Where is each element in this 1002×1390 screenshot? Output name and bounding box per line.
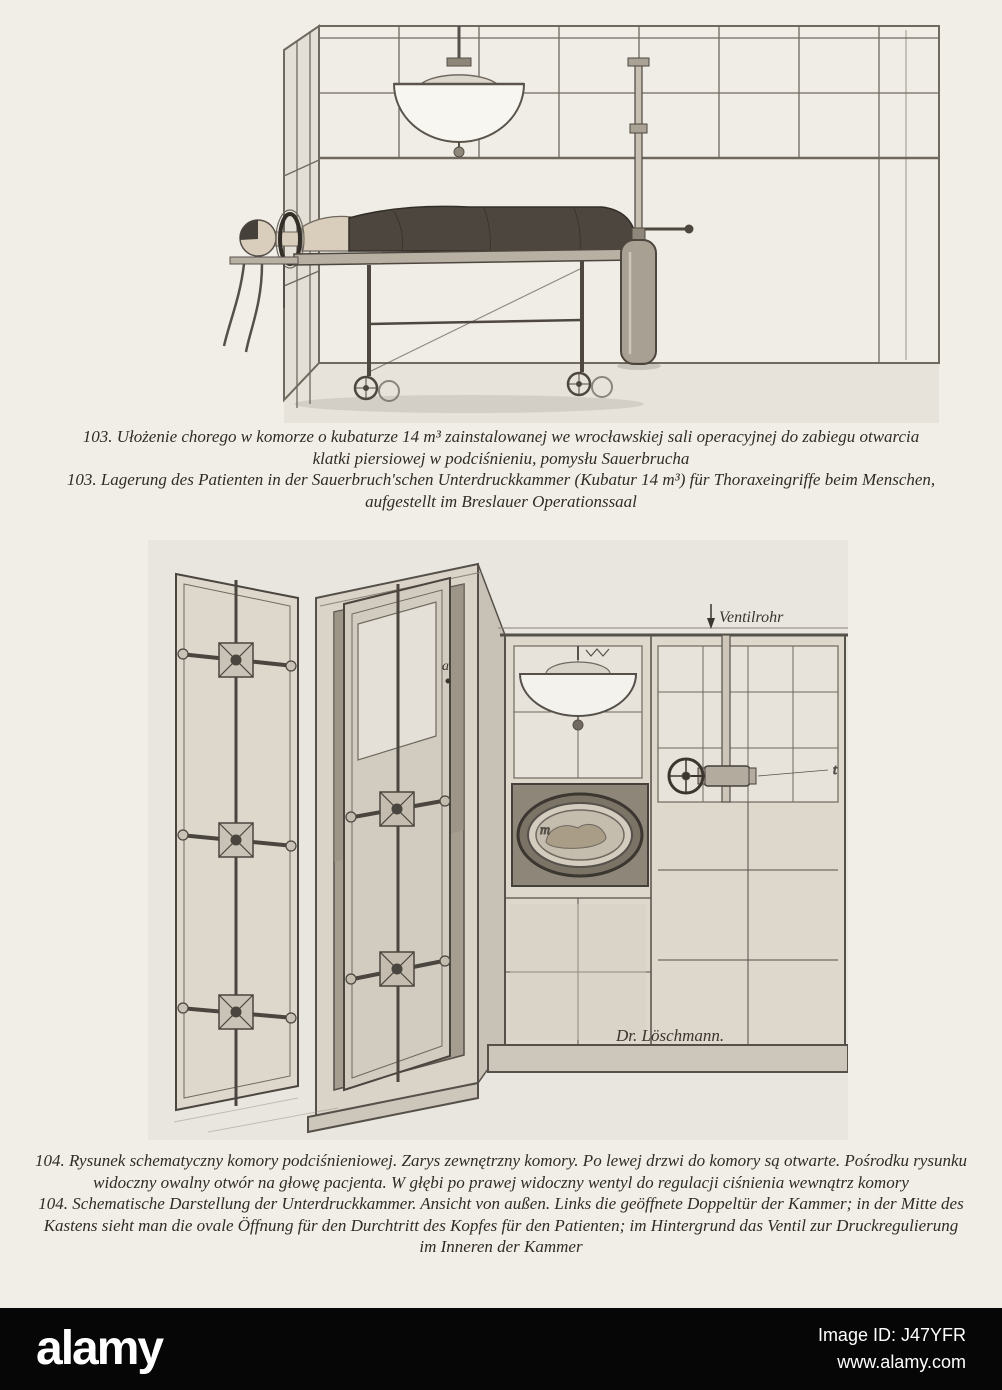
label-t: t — [833, 763, 837, 778]
alamy-url: www.alamy.com — [837, 1352, 966, 1372]
caption-line: im Inneren der Kammer — [419, 1237, 583, 1256]
figure-103-drawing — [182, 8, 956, 423]
artist-signature: Dr. Löschmann. — [616, 1026, 725, 1045]
figure-103-caption — [30, 426, 972, 512]
alamy-watermark-bar — [0, 1308, 1002, 1390]
figure-104-caption — [30, 1150, 972, 1258]
hose — [224, 264, 244, 346]
gas-cylinder-body — [621, 240, 656, 364]
vertical-pipe — [635, 64, 642, 236]
watermark-info — [818, 1322, 966, 1376]
caption-line: klatki piersiowej w podciśnieniu, pomysłu Sauerbrucha — [312, 448, 690, 468]
label-ventilrohr: Ventilrohr — [719, 609, 784, 626]
down-arrow-head — [707, 618, 715, 629]
caption-line: widoczny owalny otwór na głowę pacjenta. W głębi po prawej widoczny wentyl do regulacji ciśnienia wewnątrz komory — [93, 1172, 909, 1192]
alamy-logo: alamy — [36, 1322, 163, 1375]
figure-104-drawing — [148, 540, 848, 1140]
figure-103-illustration — [182, 8, 956, 423]
label-a: a — [442, 659, 449, 674]
point-a-dot — [446, 679, 451, 684]
caption-line: 104. Schematische Darstellung der Unterdruckkammer. Ansicht von außen. Links die geöffnete Doppeltür der Kammer; in der Mitte des — [38, 1194, 964, 1213]
head-porthole — [512, 784, 648, 886]
chamber-main-box — [498, 628, 848, 1045]
patient-cover — [349, 206, 636, 251]
caption-line: Kastens sieht man die ovale Öffnung für den Durchtritt des Kopfes für den Patienten; im Hintergrund das Ventil zur Druckregulierung — [43, 1215, 959, 1235]
patient-hair — [240, 220, 258, 240]
figure-104-illustration — [148, 540, 848, 1140]
label-m: m — [540, 823, 551, 838]
caption-line: 103. Ułożenie chorego w komorze o kubaturze 14 m³ zainstalowanej we wrocławskiej sali operacyjnej do zabiegu otwarcia — [82, 427, 920, 446]
ventilrohr-label-group — [707, 604, 784, 629]
caption-line: 104. Rysunek schematyczny komory podciśnieniowej. Zarys zewnętrzny komory. Po lewej drzwi do komory są otwarte. Pośrodku rysunku — [34, 1151, 968, 1170]
caption-line: aufgestellt im Breslauer Operationssaal — [365, 491, 637, 511]
image-id: Image ID: J47YFR — [817, 1325, 966, 1345]
table-shadow — [294, 395, 644, 413]
lamp-finial — [454, 147, 464, 157]
caption-line: 103. Lagerung des Patienten in der Sauerbruch'schen Unterdruckkammer (Kubatur 14 m³) für Thoraxeingriffe beim Menschen, — [66, 470, 936, 489]
chamber-door-inner — [344, 578, 450, 1090]
tower-side-face — [478, 564, 505, 1083]
floor — [284, 363, 939, 423]
hose — [246, 264, 262, 352]
chamber-door-outer — [176, 574, 298, 1110]
